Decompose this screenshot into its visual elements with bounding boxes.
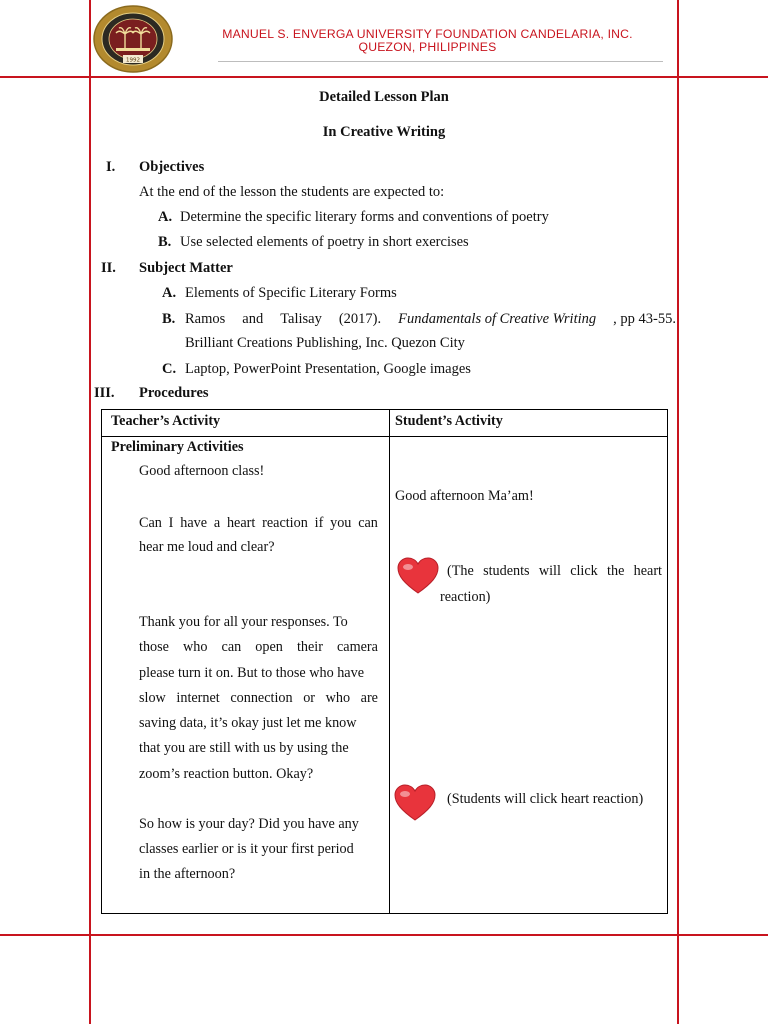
reference-book-title: Fundamentals of Creative Writing	[398, 311, 597, 327]
document-subtitle: In Creative Writing	[322, 124, 446, 140]
col-header-teacher: Teacher’s Activity	[111, 413, 221, 429]
objective-b-text: Use selected elements of poetry in short exercises	[180, 234, 469, 250]
university-name	[175, 28, 680, 54]
student-heart-response-line1: (The students will click the heart	[447, 563, 662, 579]
margin-line-left	[89, 0, 91, 1024]
subject-matter-numeral: II.	[101, 260, 116, 276]
objectives-numeral: I.	[106, 159, 116, 175]
subject-b-publisher: Brilliant Creations Publishing, Inc. Quezon City	[185, 335, 465, 351]
margin-line-right	[677, 0, 679, 1024]
header-divider	[218, 61, 663, 62]
teacher-camera-line2: those who can open their camera	[139, 639, 378, 655]
procedures-heading: Procedures	[139, 385, 209, 401]
objective-b-letter: B.	[158, 234, 172, 250]
subject-a-letter: A.	[162, 285, 177, 301]
student-heart-response-line2: reaction)	[440, 589, 491, 605]
teacher-camera-line4: slow internet connection or who are	[139, 690, 378, 706]
student-heart-response-2: (Students will click heart reaction)	[447, 791, 644, 807]
document-title: Detailed Lesson Plan	[319, 89, 449, 105]
university-location: QUEZON, PHILIPPINES	[358, 40, 497, 54]
table-header-divider	[102, 436, 667, 437]
university-name-line1: MANUEL S. ENVERGA UNIVERSITY FOUNDATION CANDELARIA, INC.	[222, 27, 633, 41]
teacher-heart-request-line1: Can I have a heart reaction if you can	[139, 515, 378, 531]
col-header-student: Student’s Activity	[395, 413, 503, 429]
reference-authors-3: Talisay	[280, 311, 322, 327]
footer-line	[0, 934, 768, 936]
teacher-camera-line6: that you are still with us by using the	[139, 740, 349, 756]
procedures-table	[101, 409, 668, 914]
svg-text:1992: 1992	[126, 57, 140, 64]
subject-a-text: Elements of Specific Literary Forms	[185, 285, 397, 301]
header-line	[0, 76, 768, 78]
teacher-day-line2: classes earlier or is it your first period	[139, 841, 354, 857]
teacher-camera-line7: zoom’s reaction button. Okay?	[139, 766, 314, 782]
teacher-camera-line5: saving data, it’s okay just let me know	[139, 715, 357, 731]
objectives-heading: Objectives	[139, 159, 205, 175]
section-preliminary: Preliminary Activities	[111, 439, 244, 455]
teacher-day-line3: in the afternoon?	[139, 866, 236, 882]
table-column-divider	[389, 410, 390, 913]
objective-a-letter: A.	[158, 209, 173, 225]
university-seal-icon	[92, 4, 174, 74]
teacher-heart-request-line2: hear me loud and clear?	[139, 539, 275, 555]
reference-pages: , pp 43-55.	[613, 311, 676, 327]
subject-b-letter: B.	[162, 311, 176, 327]
reference-authors-1: Ramos	[185, 311, 226, 327]
teacher-camera-line3: please turn it on. But to those who have	[139, 665, 364, 681]
procedures-numeral: III.	[94, 385, 115, 401]
objective-a-text: Determine the specific literary forms and conventions of poetry	[180, 209, 549, 225]
subject-b-reference	[185, 310, 676, 328]
reference-authors-2: and	[242, 311, 264, 327]
objectives-intro: At the end of the lesson the students are expected to:	[139, 184, 445, 200]
reference-year: (2017).	[338, 311, 382, 327]
subject-c-letter: C.	[162, 361, 177, 377]
subject-c-text: Laptop, PowerPoint Presentation, Google images	[185, 361, 471, 377]
teacher-greeting: Good afternoon class!	[139, 463, 265, 479]
heart-reaction-icon	[396, 556, 440, 596]
heart-reaction-icon-2	[393, 783, 437, 823]
teacher-camera-line1: Thank you for all your responses. To	[139, 614, 348, 630]
subject-matter-heading: Subject Matter	[139, 260, 233, 276]
student-greeting: Good afternoon Ma’am!	[395, 488, 534, 504]
teacher-day-line1: So how is your day? Did you have any	[139, 816, 359, 832]
